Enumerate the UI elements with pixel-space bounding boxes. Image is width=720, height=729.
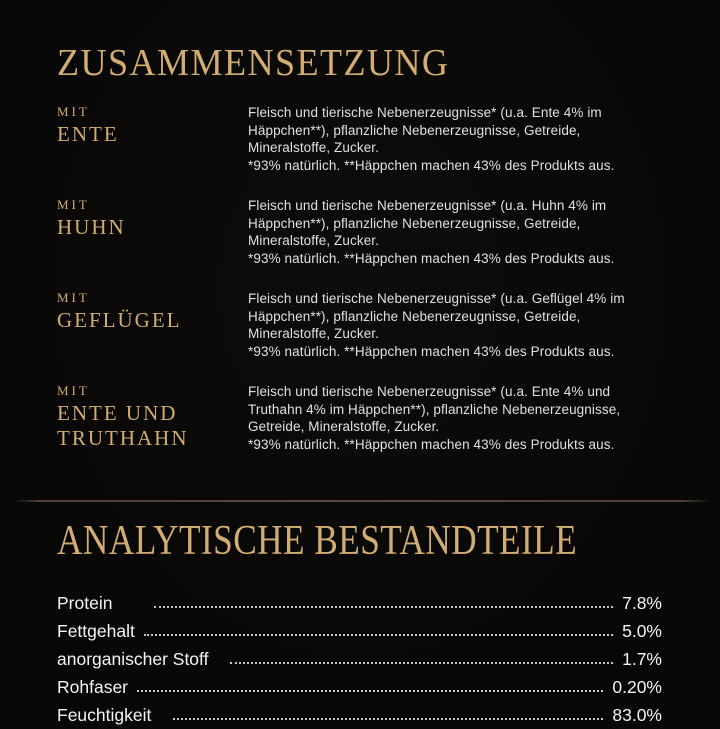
section-footnote: *93% natürlich. **Häppchen machen 43% des Produkts aus. [248, 250, 615, 266]
section-footnote: *93% natürlich. **Häppchen machen 43% des Produkts aus. [248, 436, 615, 452]
row-value: 7.8% [622, 592, 662, 613]
leader-dots [137, 690, 603, 692]
section-description: Fleisch und tierische Nebenerzeugnisse* (u.a. Geflügel 4% im Häppchen**), pflanzliche Nebenerzeugnisse, Getreide, Mineralstoffe, Zucker. [248, 291, 625, 341]
row-value: 0.20% [612, 676, 662, 697]
composition-title: ZUSAMMENSETZUNG [57, 42, 450, 84]
section-prefix: MIT [57, 197, 90, 212]
section-huhn [57, 197, 662, 267]
section-description: Fleisch und tierische Nebenerzeugnisse* (u.a. Huhn 4% im Häppchen**), pflanzliche Nebenerzeugnisse, Getreide, Mineralstoffe, Zucker. [248, 198, 607, 248]
section-description: Fleisch und tierische Nebenerzeugnisse* (u.a. Ente 4% im Häppchen**), pflanzliche Nebenerzeugnisse, Getreide, Mineralstoffe, Zucker. [248, 105, 602, 155]
table-row-fettgehalt [57, 617, 662, 645]
section-gefluegel [57, 290, 662, 360]
row-label: Fettgehalt [57, 620, 135, 641]
section-body [248, 290, 662, 360]
leader-dots [154, 606, 613, 608]
section-name: HUHN [57, 215, 126, 240]
row-value: 1.7% [622, 648, 662, 669]
section-footnote: *93% natürlich. **Häppchen machen 43% des Produkts aus. [248, 157, 615, 173]
section-ente-und-truthahn [57, 383, 662, 453]
section-prefix: MIT [57, 104, 90, 119]
row-value: 83.0% [612, 704, 662, 725]
table-row-anorganischer-stoff [57, 645, 662, 673]
section-ente [57, 104, 662, 174]
section-body [248, 104, 662, 174]
composition-sections [57, 104, 662, 453]
section-divider [13, 500, 710, 502]
row-label: Protein [57, 592, 113, 613]
row-value: 5.0% [622, 620, 662, 641]
table-row-protein [57, 589, 662, 617]
row-label: Rohfaser [57, 676, 129, 697]
section-description: Fleisch und tierische Nebenerzeugnisse* (u.a. Ente 4% und Truthahn 4% im Häppchen**), pflanzliche Nebenerzeugnisse, Getreide, Mineralstoffe, Zucker. [248, 384, 621, 434]
section-name: ENTE [57, 122, 119, 147]
section-heading [57, 383, 248, 451]
section-heading [57, 290, 248, 333]
analytical-title: ANALYTISCHE BESTANDTEILE [57, 518, 578, 564]
section-name: ENTE UND TRUTHAHN [57, 401, 189, 451]
section-body [248, 383, 662, 453]
leader-dots [144, 634, 613, 636]
section-prefix: MIT [57, 290, 90, 305]
section-heading [57, 104, 248, 147]
section-name: GEFLÜGEL [57, 308, 182, 333]
row-label: anorganischer Stoff [57, 648, 209, 669]
table-row-feuchtigkeit [57, 701, 662, 729]
section-heading [57, 197, 248, 240]
analytical-table [57, 589, 662, 729]
section-prefix: MIT [57, 383, 90, 398]
table-row-rohfaser [57, 673, 662, 701]
section-body [248, 197, 662, 267]
row-label: Feuchtigkeit [57, 704, 152, 725]
leader-dots [230, 662, 613, 664]
section-footnote: *93% natürlich. **Häppchen machen 43% des Produkts aus. [248, 343, 615, 359]
